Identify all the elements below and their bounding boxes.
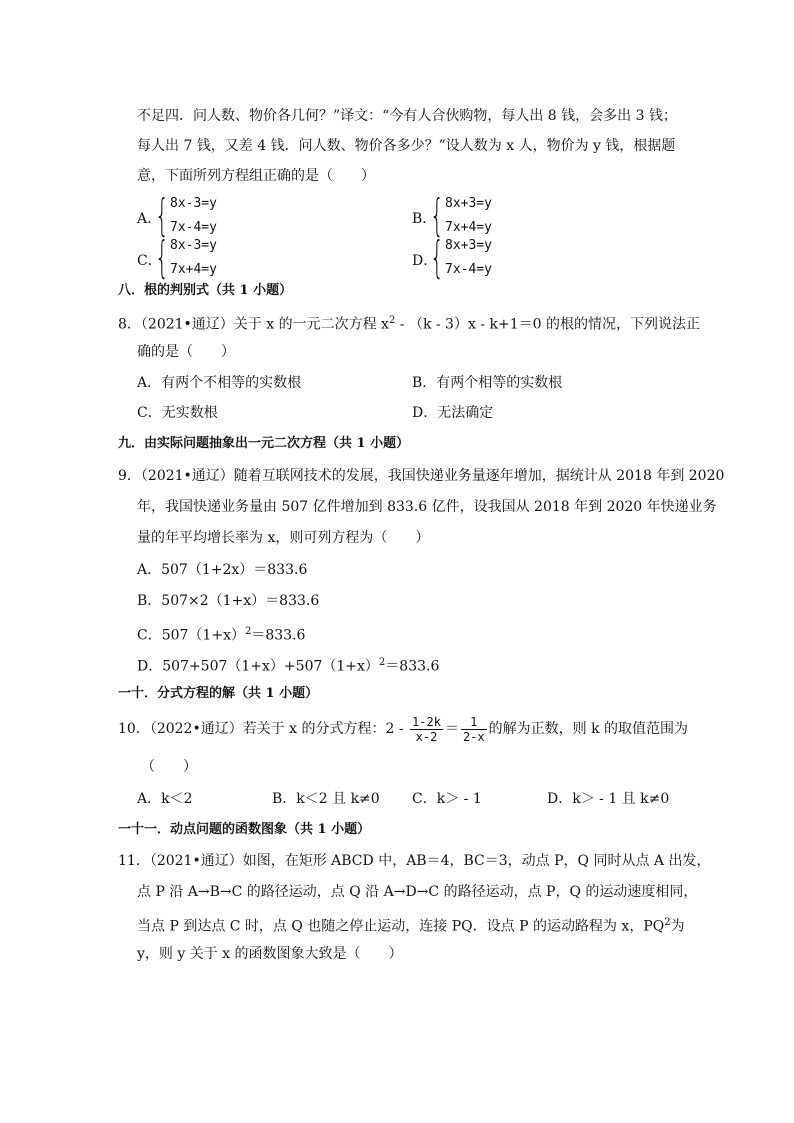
fraction-2: $\frac{1}{2-x}$ <box>462 714 485 744</box>
q8-line-2: 确的是（ ） <box>137 344 235 360</box>
q11-line-4: y，则 y 关于 x 的函数图象大致是（ ） <box>137 946 403 962</box>
q10-option-b[interactable]: B．k＜2 且 k≠0 <box>272 791 380 807</box>
q10-option-d[interactable]: D．k＞ - 1 且 k≠0 <box>547 791 670 807</box>
brace-icon: { <box>430 190 444 241</box>
q9-option-d[interactable]: D．$507+507(1+x)+507(1+x)^2=833.6$ <box>137 657 440 675</box>
q8-option-c[interactable]: C．无实数根 <box>137 405 218 421</box>
equation-1: 8x-3=y <box>170 238 217 253</box>
q7-option-c[interactable] <box>137 232 297 285</box>
q9-line-2: 年，我国快递业务量由 507 亿件增加到 833.6 亿件，设我国从 2018 年到 2020 年快递业务 <box>137 499 717 515</box>
section-heading-8: 八．根的判别式（共 1 小题） <box>118 283 293 298</box>
equation-1: 8x+3=y <box>445 238 492 253</box>
option-label: D． <box>412 253 438 269</box>
section-heading-9: 九．由实际问题抽象出一元二次方程（共 1 小题） <box>118 436 410 451</box>
q11-line-2: 点 P 沿 A→B→C 的路径运动，点 Q 沿 A→D→C 的路径运动，点 P，Q 的运动速度相同， <box>137 884 698 900</box>
q10-option-a[interactable]: A．k＜2 <box>137 791 193 807</box>
q11-line-1: 11．（2021•通辽）如图，在矩形 ABCD 中，AB＝4，BC＝3，动点 P，Q 同时从点 A 出发， <box>118 853 711 869</box>
fraction-1: $\frac{1-2k}{x-2}$ <box>412 714 441 744</box>
q10-line-1: 10．（2022•通辽）若关于 x 的分式方程：2 - $\frac{1-2k}{x-2}$ ＝ $\frac{1}{2-x}$ 的解为正数，则 k 的取值范围为 <box>118 714 689 744</box>
option-label: B． <box>412 211 437 227</box>
q7-line-2: 每人出 7 钱，又差 4 钱．问人数、物价各多少？”设人数为 x 人，物价为 y 钱，根据题 <box>137 138 676 154</box>
q8-line-1: 8．（2021•通辽）关于 x 的一元二次方程 $x^2 - (k - 3)x - k+1=0$ 的根的情况，下列说法正 <box>118 315 700 333</box>
option-label: C． <box>137 253 162 269</box>
equation-1: 8x-3=y <box>170 196 217 211</box>
q11-line-3: 当点 P 到达点 C 时，点 Q 也随之停止运动，连接 PQ．设点 P 的运动路程为 x，$PQ^2$为 <box>137 917 685 935</box>
q8-option-d[interactable]: D．无法确定 <box>412 405 494 421</box>
section-heading-10: 一十．分式方程的解（共 1 小题） <box>118 686 319 701</box>
q9-option-b[interactable]: B．507×2（1+x）＝833.6 <box>137 593 320 609</box>
q10-option-c[interactable]: C．k＞ - 1 <box>412 791 482 807</box>
q10-line-2: （ ） <box>141 759 197 775</box>
q9-option-a[interactable]: A．507（1+2x）＝833.6 <box>137 562 308 578</box>
q9-line-3: 量的年平均增长率为 x，则可列方程为（ ） <box>137 530 430 546</box>
brace-icon: { <box>430 232 444 283</box>
equation-2: 7x-4=y <box>170 220 217 235</box>
q9-line-1: 9．（2021•通辽）随着互联网技术的发展，我国快递业务量逐年增加，据统计从 2018 年到 2020 <box>118 468 725 484</box>
q8-option-b[interactable]: B．有两个相等的实数根 <box>412 375 563 391</box>
q8-option-a[interactable]: A．有两个不相等的实数根 <box>137 375 302 391</box>
equation-2: 7x+4=y <box>170 262 217 277</box>
equation-2: 7x+4=y <box>445 220 492 235</box>
section-heading-11: 一十一．动点问题的函数图象（共 1 小题） <box>118 822 371 837</box>
q9-option-c[interactable]: C．$507(1+x)^2=833.6$ <box>137 626 306 644</box>
equation-2: 7x-4=y <box>445 262 492 277</box>
option-label: A． <box>137 211 162 227</box>
q7-option-d[interactable] <box>412 232 572 285</box>
q7-line-3: 意，下面所列方程组正确的是（ ） <box>137 168 375 184</box>
q7-line-1: 不足四．问人数、物价各几何？”译文：“今有人合伙购物，每人出 8 钱，会多出 3 钱； <box>137 108 677 124</box>
brace-icon: { <box>155 190 169 241</box>
equation-1: 8x+3=y <box>445 196 492 211</box>
brace-icon: { <box>155 232 169 283</box>
